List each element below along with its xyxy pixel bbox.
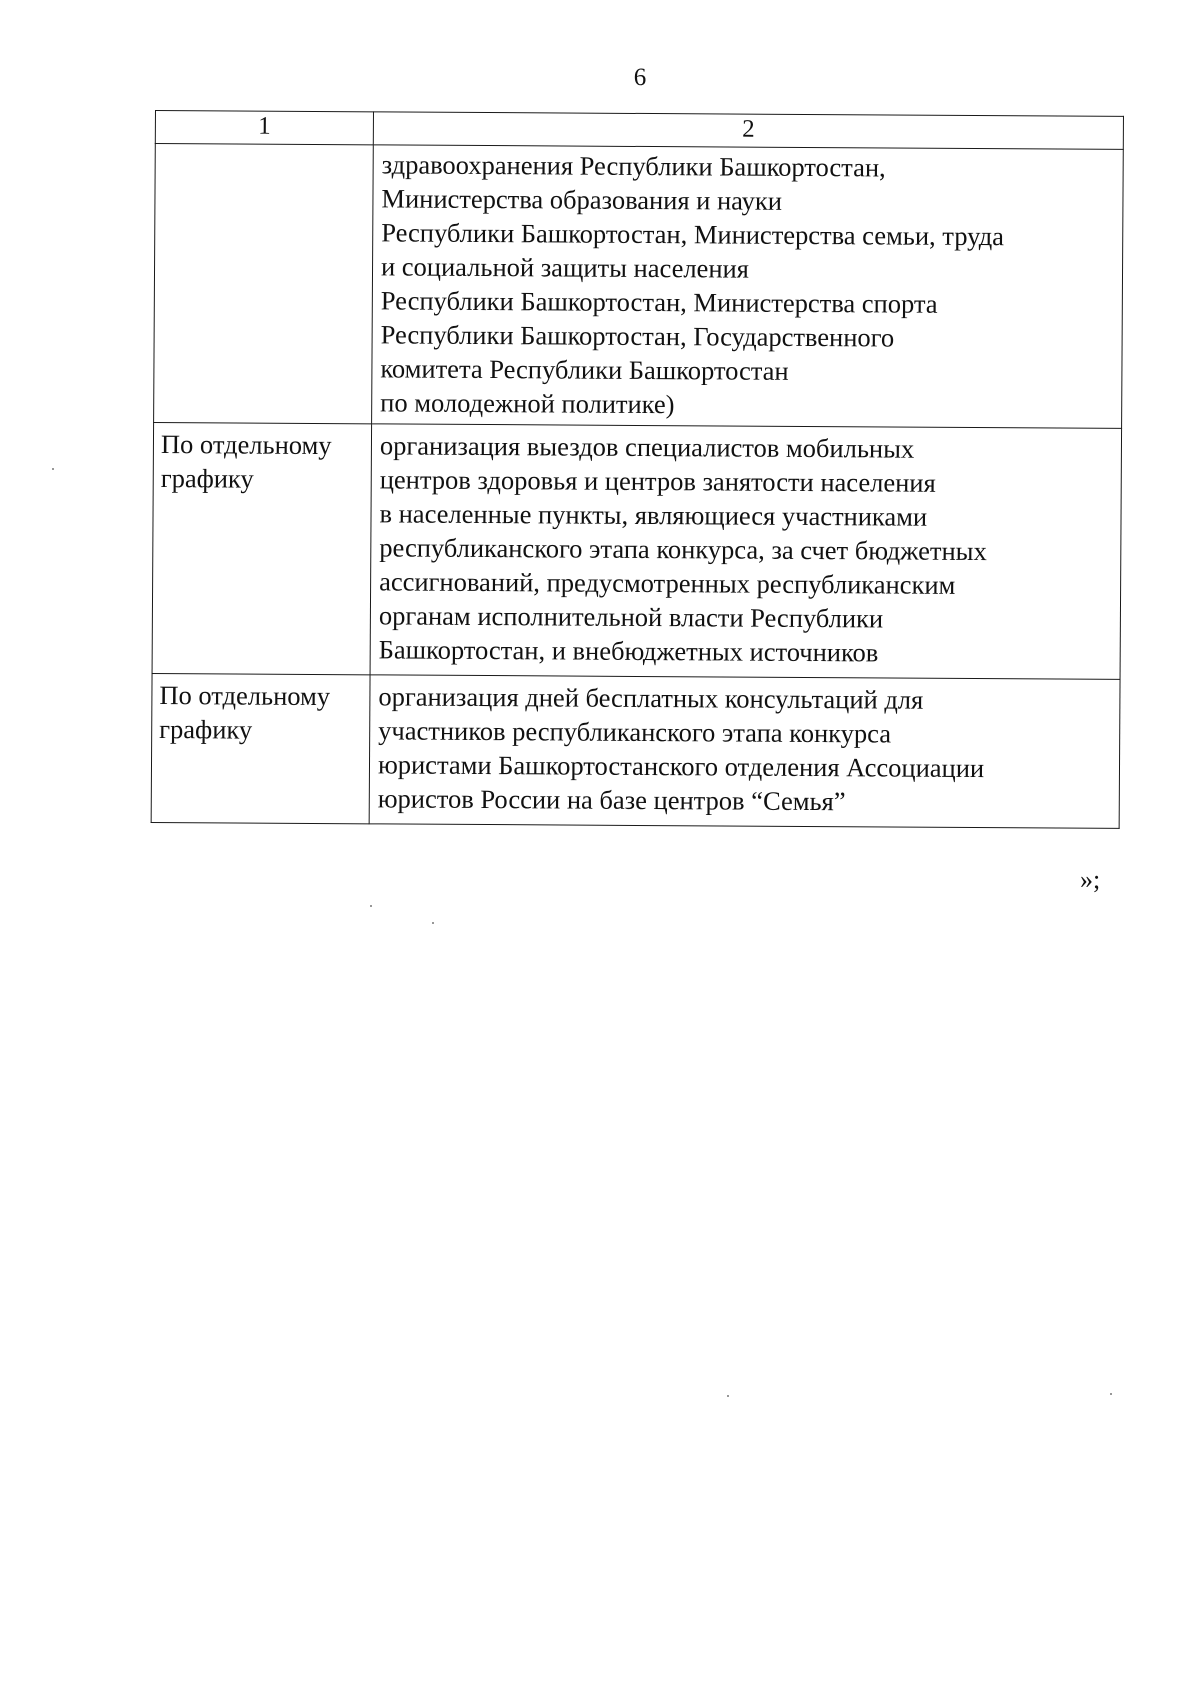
text-line: графику — [160, 463, 254, 494]
text-line: в населенные пункты, являющиеся участниками — [379, 498, 928, 532]
scan-speck — [727, 1395, 729, 1397]
text-line: ассигнований, предусмотренных республиканским — [379, 566, 956, 600]
text-line: По отдельному — [159, 680, 331, 712]
text-line: Республики Башкортостан, Министерства спорта — [380, 285, 938, 319]
table-cell-activity — [369, 675, 1120, 829]
text-line: и социальной защиты населения — [380, 251, 750, 284]
text-line: участников республиканского этапа конкурса — [378, 715, 892, 749]
text-line: юристами Башкортостанского отделения Ассоциации — [377, 749, 985, 784]
document-sheet — [151, 110, 1123, 829]
text-line: Башкортостан, и внебюджетных источников — [378, 634, 879, 668]
text-line: Республики Башкортостан, Государственного — [380, 319, 895, 353]
table-cell-period — [152, 422, 372, 674]
text-line: Министерства образования и науки — [381, 183, 783, 216]
text-line: республиканского этапа конкурса, за счет бюджетных — [379, 532, 987, 567]
table-cell-period — [154, 144, 374, 424]
text-line: комитета Республики Башкортостан — [380, 353, 789, 386]
closing-quote-mark: »; — [1080, 865, 1101, 894]
column-header-1: 1 — [155, 111, 373, 145]
scan-speck — [1110, 1393, 1112, 1395]
text-line: графику — [159, 714, 253, 745]
table-row — [151, 673, 1120, 828]
column-header-2: 2 — [373, 112, 1123, 150]
text-line: органам исполнительной власти Республики — [378, 600, 884, 634]
scan-speck — [52, 468, 54, 470]
table-cell-activity — [372, 145, 1124, 429]
text-line: центров здоровья и центров занятости населения — [379, 464, 936, 498]
text-line: юристов России на базе центров “Семья” — [377, 783, 846, 817]
scan-speck — [370, 905, 372, 907]
text-line: организация дней бесплатных консультаций для — [378, 681, 924, 715]
text-line: по молодежной политике) — [380, 387, 675, 420]
table-row — [154, 144, 1124, 429]
table-cell-activity — [370, 424, 1122, 680]
table-cell-period — [151, 673, 370, 823]
text-line: организация выездов специалистов мобильных — [379, 430, 915, 464]
text-line: Республики Башкортостан, Министерства семьи, труда — [381, 217, 1005, 252]
table-row — [152, 422, 1122, 679]
scan-speck — [432, 922, 434, 924]
text-line: здравоохранения Республики Башкортостан, — [381, 149, 886, 183]
text-line: По отдельному — [160, 429, 332, 461]
schedule-table — [151, 110, 1124, 829]
page-number: 6 — [633, 64, 647, 91]
